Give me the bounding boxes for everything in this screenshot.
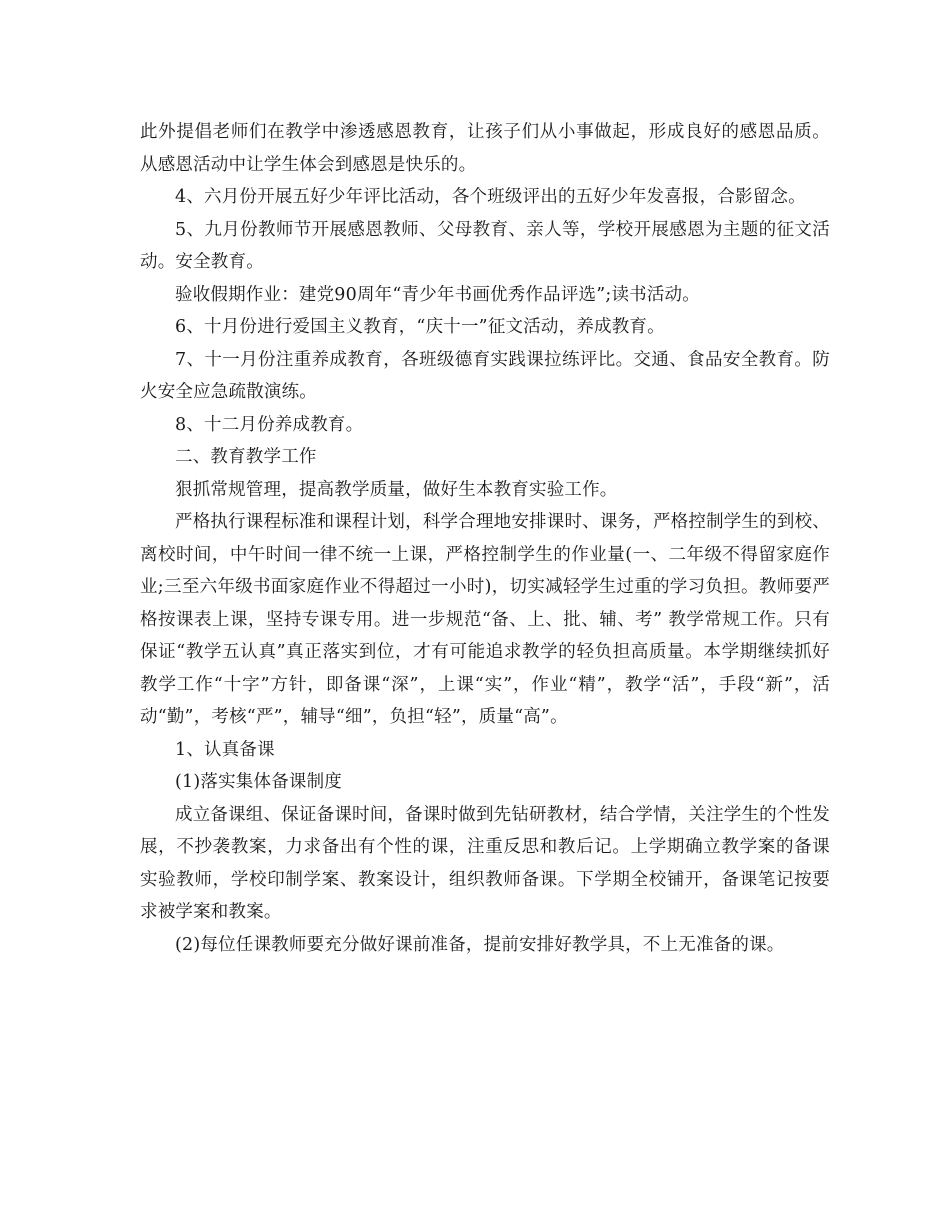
paragraph-5: 6、十月份进行爱国主义教育，“庆十一”征文活动，养成教育。 [175,317,665,337]
paragraph-4: 验收假期作业：建党90周年“青少年书画优秀作品评选”;读书活动。 [175,284,700,305]
document-body [140,116,830,961]
section-heading: 二、教育教学工作 [175,447,317,467]
paragraph-13: 成立备课组、保证备课时间，备课时做到先钻研教材，结合学情，关注学生的个性发展，不抄袭教案，力求备出有个性的课，注重反思和教后记。上学期确立教学案的备课实验教师，学校印制学案、教案设计，组织教师备课。下学期全校铺开，备课笔记按要求被学案和教案。 [140,804,830,922]
paragraph-14: (2)每位任课教师要充分做好课前准备，提前安排好教学具，不上无准备的课。 [175,934,785,955]
sub-item-heading: (1)落实集体备课制度 [175,772,342,792]
subsection-heading: 1、认真备课 [175,739,275,760]
paragraph-3: 5、九月份教师节开展感恩教师、父母教育、亲人等，学校开展感恩为主题的征文活动。安全教育。 [140,219,830,272]
paragraph-6: 7、十一月份注重养成教育，各班级德育实践课拉练评比。交通、食品安全教育。防火安全应急疏散演练。 [140,349,830,402]
paragraph-10: 严格执行课程标准和课程计划，科学合理地安排课时、课务，严格控制学生的到校、离校时间，中午时间一律不统一上课，严格控制学生的作业量(一、二年级不得留家庭作业;三至六年级书面家庭作业不得超过一小时)，切实减轻学生过重的学习负担。教师要严格按课表上课，坚持专课专用。进一步规范“备、上、批、辅、考” 教学常规工作。只有保证“教学五认真”真正落实到位，才有可能追求教学的轻负担高质量。本学期继续抓好教学工作“十字”方针，即备课“深”，上课“实”，作业“精”，教学“活”，手段“新”，活动“勤”，考核“严”，辅导“细”，负担“轻”，质量“高”。 [140,512,830,727]
paragraph-9: 狠抓常规管理，提高教学质量，做好生本教育实验工作。 [175,479,618,500]
paragraph-7: 8、十二月份养成教育。 [175,414,364,435]
paragraph-2: 4、六月份开展五好少年评比活动，各个班级评出的五好少年发喜报，合影留念。 [175,187,806,207]
paragraph-1: 此外提倡老师们在教学中渗透感恩教育，让孩子们从小事做起，形成良好的感恩品质。从感恩活动中让学生体会到感恩是快乐的。 [140,122,830,175]
